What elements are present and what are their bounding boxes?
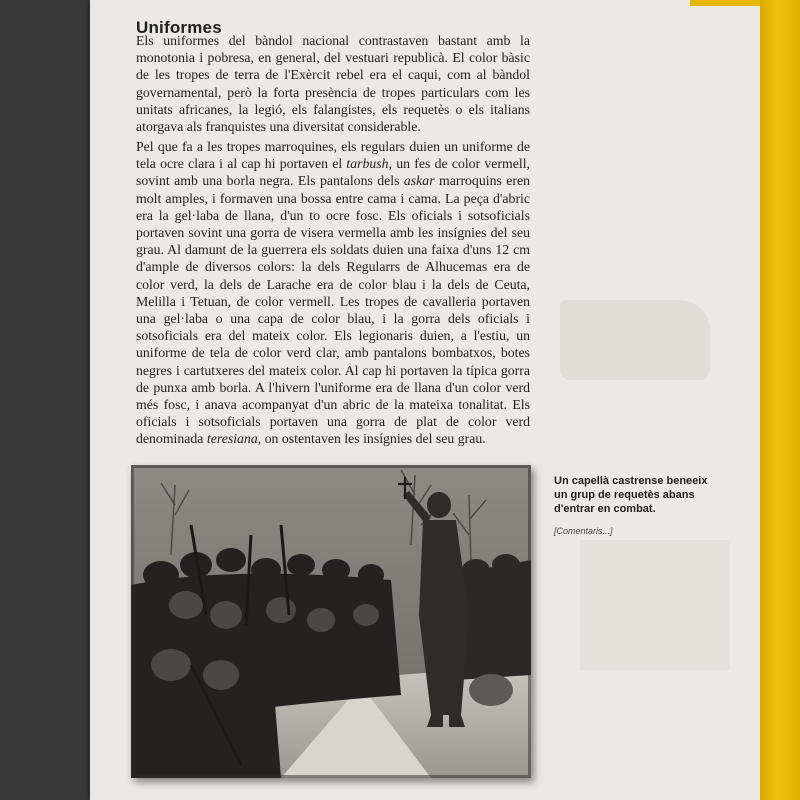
text-run: , on ostentaven les insígnies del seu grau.: [257, 431, 486, 447]
paragraph-text: [136, 32, 530, 135]
yellow-page-edge: [760, 0, 800, 800]
paragraph-text: [136, 138, 530, 448]
photo-caption: Un capellà castrense beneeix un grup de requetès abans d'entrar en combat.: [554, 475, 708, 515]
show-through-pistol: [560, 300, 710, 380]
comments-link[interactable]: [Comentaris...]: [554, 526, 613, 536]
show-through-block: [580, 540, 730, 670]
photo-illustration: [131, 465, 531, 778]
text-run: marroquins eren molt amples, i formaven una bossa entre cama i cama. La peça d'abric era la gel·laba de llana, d'un to ocre fosc. Els oficials i sotsoficials portaven sovint una gorra de visera vermella amb les insígnies del seu grau. Al damunt de la guerrera els soldats duien una faixa d'uns 12 cm d'ample de diversos colors: la dels Regularrs de Alhucemas era de color verd, la dels de Larache era de color blau i la dels de Ceuta, Melilla i Tetuan, de color vermell. Les tropes de cavalleria portaven una gel·laba o una capa de color blau, i la gorra dels oficials i sotsoficials era del mateix color. Els legionaris duien, a l'estiu, un uniforme de tela de color verd clar, amb pantalons bombatxos, botes negres i cartutxeres del mateix color. Al cap hi portaven la típica gorra de punxa amb borla. A l'hivern l'uniforme era de llana d'un color verd més fosc, i anava acompanyat d'un abric de la mateixa tonalitat. Els oficials i sotsoficials portaven una gorra de plat de color verd denominada: [136, 173, 530, 447]
historical-photo: [131, 465, 531, 778]
paragraph-1: [136, 32, 530, 135]
italic-term: askar: [403, 173, 435, 189]
text-run: Pel que fa a les tropes marroquines, els regulars duien un uniforme de tela ocre clara i al cap hi portaven el: [136, 139, 530, 172]
italic-term: tarbush: [346, 156, 389, 172]
italic-term: teresiana: [206, 431, 258, 447]
text-run: , un fes de color vermell, sovint amb una borla negra. Els pantalons dels: [136, 156, 530, 189]
section-heading: Uniformes: [136, 18, 222, 38]
text-run: Els uniformes del bàndol nacional contrastaven bastant amb la monotonia i pobresa, en general, del vestuari republicà. El color bàsic de les tropes de terra de l'Exèrcit rebel era el caqui, com al bàndol governamental, però la forta presència de tropes particulars com les unitats africanes, la legió, els falangistes, els requetès o els italians atorgava als franquistes una diversitat considerable.: [136, 33, 530, 135]
paragraph-2: [136, 138, 530, 448]
